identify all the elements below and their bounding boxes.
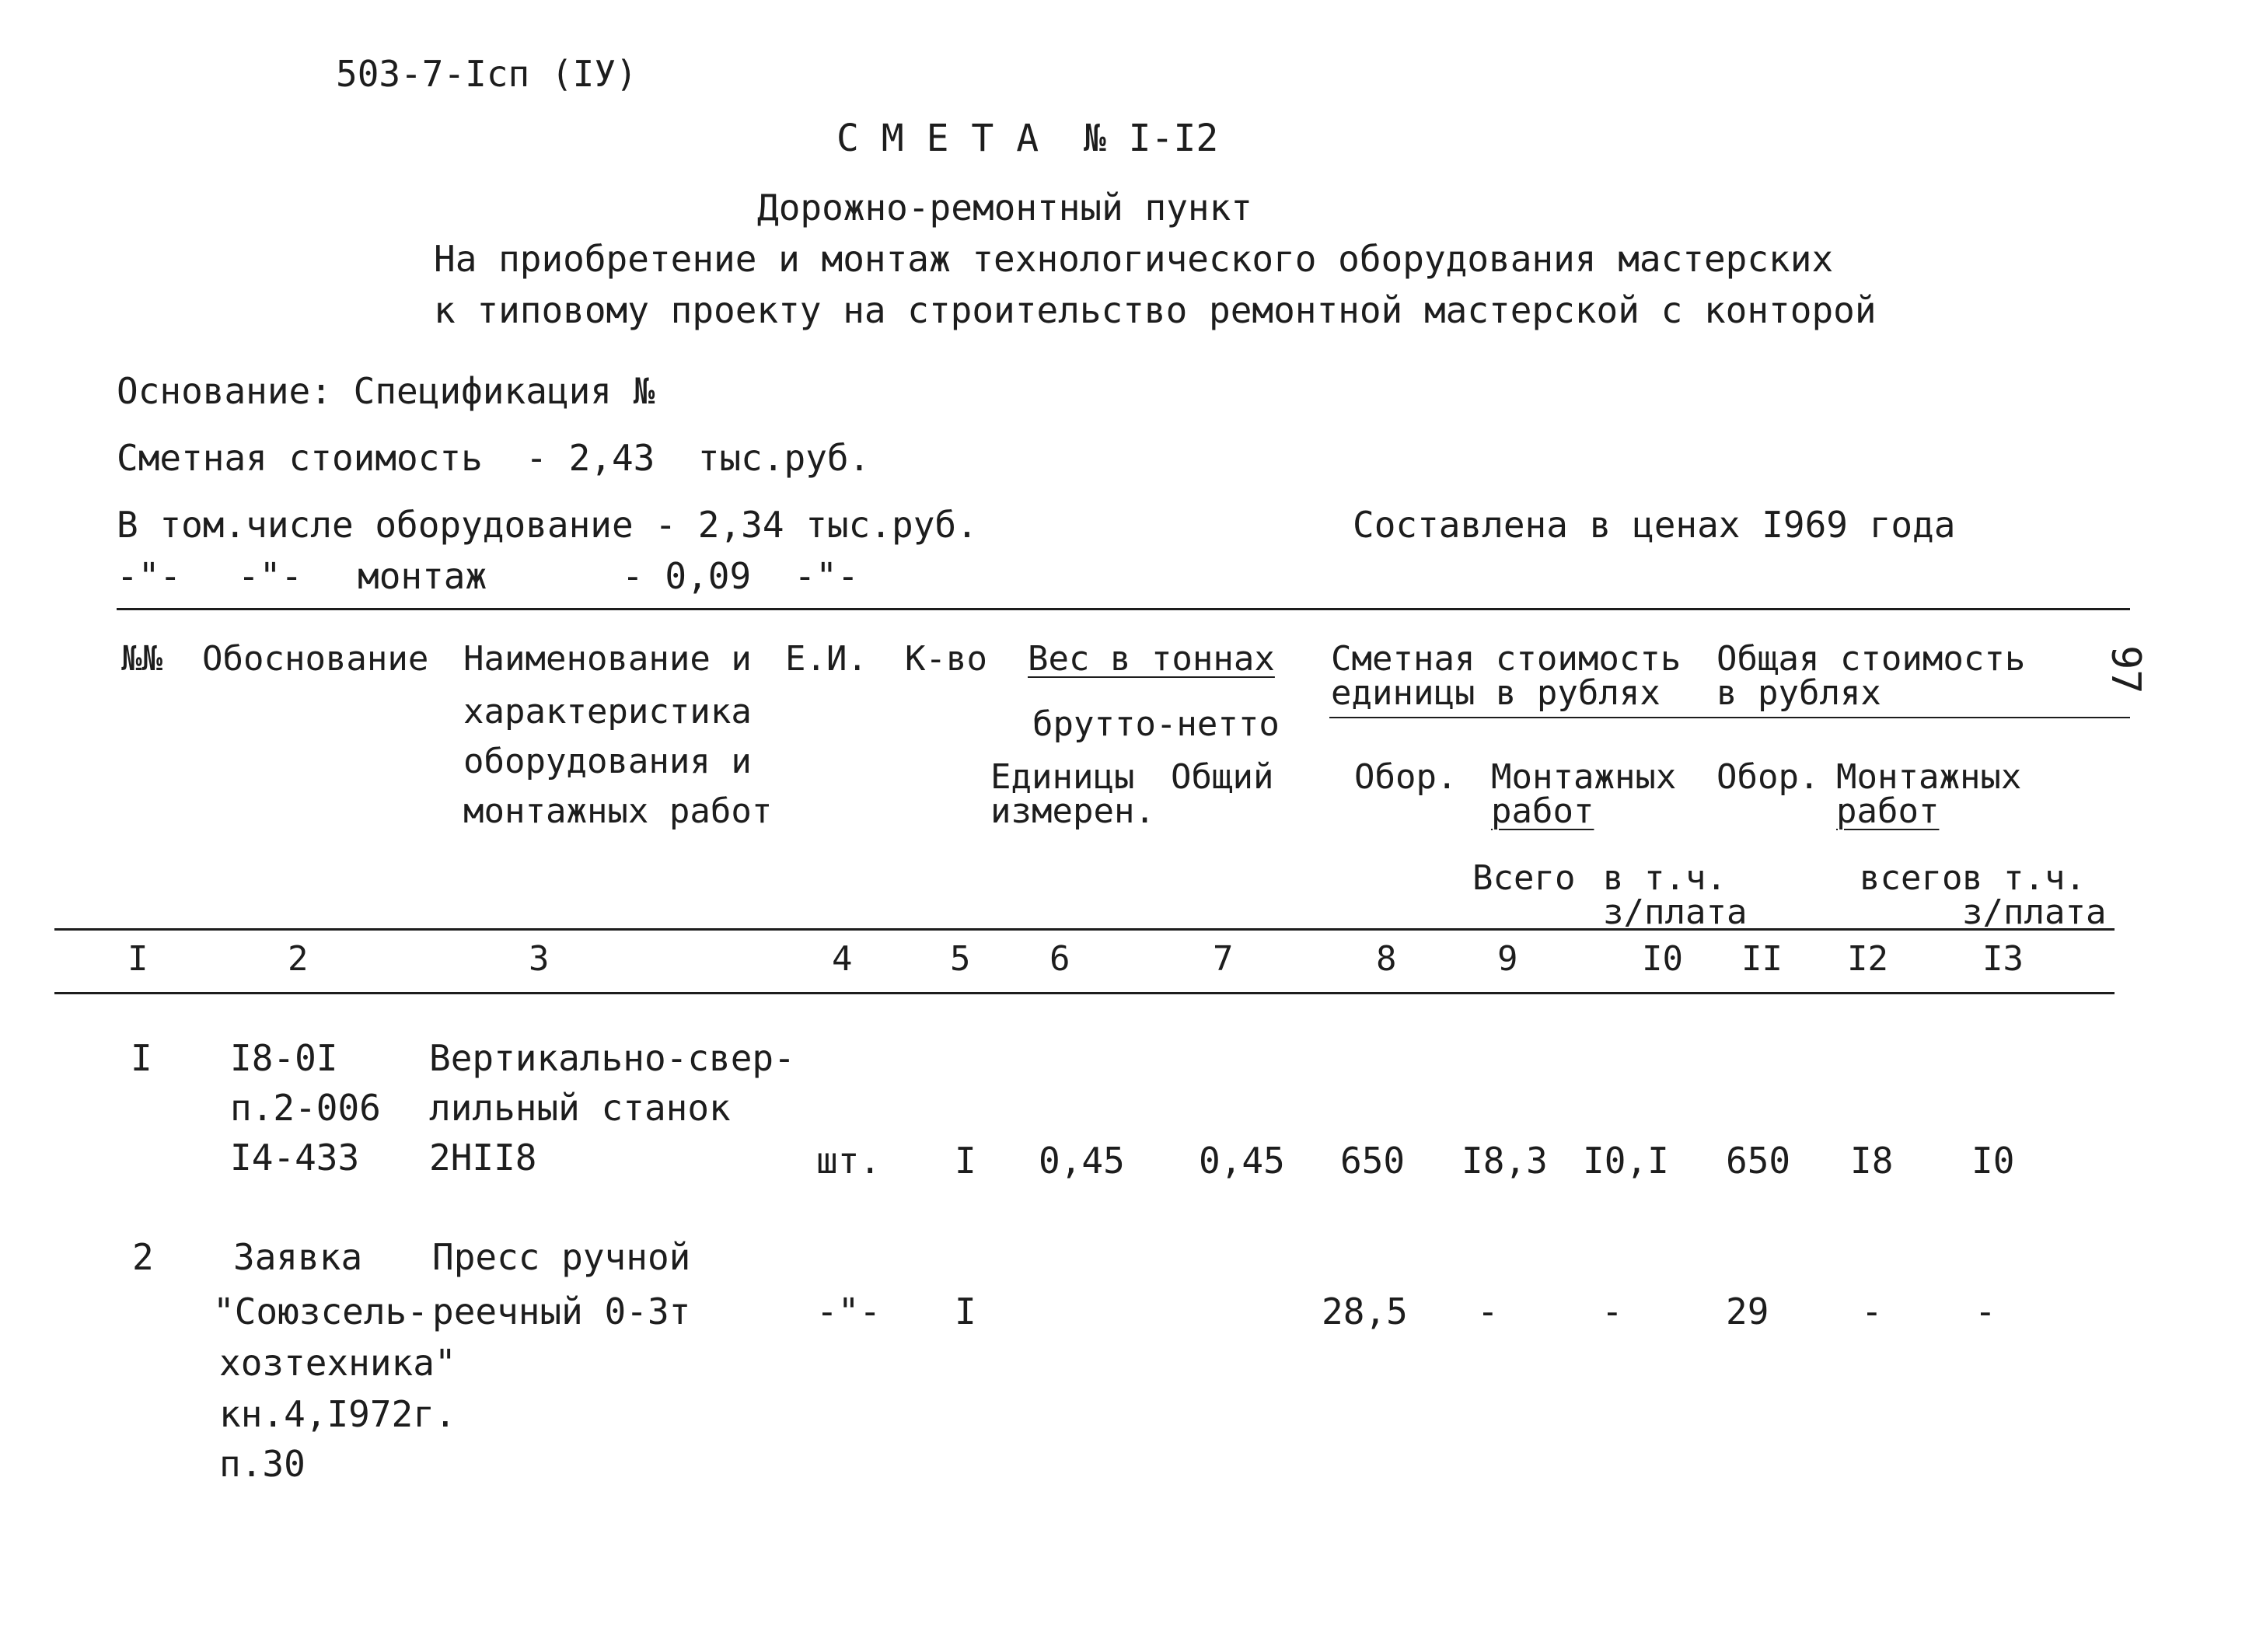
row-unit: -"-: [816, 1291, 882, 1332]
header-installation-wages: з/плата: [1962, 892, 2107, 932]
row-total-installation-cost: I8: [1850, 1140, 1894, 1182]
ditto-mark: -"-: [238, 555, 303, 597]
column-number: I0: [1642, 939, 1683, 979]
header-total-cost: Общая стоимость: [1716, 639, 2026, 679]
row-unit-equipment-cost: 650: [1340, 1140, 1406, 1182]
header-installation-wages: в т.ч.: [1603, 858, 1727, 898]
header-weight-per-unit: измерен.: [990, 791, 1155, 831]
row-basis: "Союзсель-: [213, 1291, 428, 1332]
header-total-cost: в рублях: [1716, 673, 1881, 713]
document-title: С М Е Т А № I-I2: [836, 117, 1219, 160]
row-total-installation-wages: -: [1975, 1291, 1996, 1332]
header-weight-per-unit: Единицы: [990, 757, 1135, 797]
row-basis: п.30: [219, 1443, 306, 1485]
table-header-rule: [54, 928, 2115, 931]
header-installation: работ: [1836, 791, 1940, 831]
header-unit-cost: Сметная стоимость: [1331, 639, 1682, 679]
row-unit-installation-wages: I0,I: [1583, 1140, 1669, 1182]
table-cost-rule: [1329, 717, 2130, 718]
column-number: 4: [832, 939, 853, 979]
table-column-number-rule: [54, 992, 2115, 994]
document-code: 503-7-Icп (IУ): [336, 53, 637, 95]
table-top-rule: [117, 608, 2130, 610]
row-unit-installation-cost: -: [1477, 1291, 1499, 1332]
row-unit-installation-cost: I8,3: [1462, 1140, 1548, 1182]
row-total-installation-wages: I0: [1971, 1140, 2015, 1182]
header-name: монтажных работ: [463, 791, 773, 831]
column-number: II: [1741, 939, 1783, 979]
column-number: I3: [1982, 939, 2024, 979]
row-basis: I8-0I: [230, 1037, 338, 1079]
header-gross-net: брутто-нетто: [1032, 704, 1280, 744]
header-installation-all: Всего: [1472, 858, 1576, 898]
header-name: оборудования и: [463, 742, 752, 781]
row-name: Вертикально-свер-: [429, 1037, 795, 1079]
row-quantity: I: [955, 1291, 976, 1332]
row-name: реечный 0-3т: [432, 1291, 691, 1332]
header-number: №№: [121, 639, 162, 679]
equipment-cost: В том.числе оборудование - 2,34 тыс.руб.: [117, 504, 978, 546]
installation-cost: - 0,09 -"-: [622, 555, 859, 597]
header-equipment: Обор.: [1354, 757, 1458, 797]
row-number: I: [131, 1037, 152, 1079]
row-total-equipment-cost: 650: [1726, 1140, 1791, 1182]
price-level: Составлена в ценах I969 года: [1353, 504, 1956, 546]
header-unit: Е.И.: [785, 639, 868, 679]
ditto-mark: -"-: [117, 555, 182, 597]
header-installation: работ: [1491, 791, 1594, 831]
column-number: I2: [1847, 939, 1888, 979]
column-number: 8: [1376, 939, 1397, 979]
page-number: 97: [2102, 645, 2149, 694]
row-weight-unit: 0,45: [1039, 1140, 1125, 1182]
row-unit: шт.: [816, 1140, 882, 1182]
header-name: характеристика: [463, 692, 752, 732]
header-quantity: К-во: [905, 639, 987, 679]
row-total-equipment-cost: 29: [1726, 1291, 1769, 1332]
row-unit-equipment-cost: 28,5: [1322, 1291, 1408, 1332]
header-name: Наименование и: [463, 639, 752, 679]
subtitle-project: к типовому проекту на строительство ремонтной мастерской с конторой: [434, 289, 1877, 331]
estimated-cost: Сметная стоимость - 2,43 тыс.руб.: [117, 437, 871, 479]
row-name: 2НII8: [429, 1137, 537, 1179]
row-basis: кн.4,I972г.: [219, 1393, 456, 1435]
header-equipment: Обор.: [1716, 757, 1820, 797]
row-basis: I4-433: [230, 1137, 360, 1179]
header-weight-total: Общий: [1171, 757, 1274, 797]
column-number: 3: [529, 939, 550, 979]
row-basis: п.2-006: [230, 1087, 381, 1129]
row-basis: Заявка: [233, 1236, 363, 1278]
header-installation: Монтажных: [1836, 757, 2022, 797]
installation-label: монтаж: [358, 555, 487, 597]
header-installation: Монтажных: [1491, 757, 1677, 797]
header-installation-wages: в т.ч.: [1962, 858, 2086, 898]
header-weight: Вес в тоннах: [1028, 639, 1275, 679]
header-basis: Обоснование: [202, 639, 429, 679]
row-unit-installation-wages: -: [1601, 1291, 1623, 1332]
column-number: 6: [1049, 939, 1070, 979]
column-number: 7: [1213, 939, 1234, 979]
column-number: 2: [288, 939, 309, 979]
row-quantity: I: [955, 1140, 976, 1182]
subtitle-object: Дорожно-ремонтный пункт: [757, 187, 1252, 229]
header-unit-cost: единицы в рублях: [1331, 673, 1661, 713]
row-weight-total: 0,45: [1199, 1140, 1285, 1182]
row-total-installation-cost: -: [1861, 1291, 1883, 1332]
basis-line: Основание: Спецификация №: [117, 370, 655, 412]
row-name: Пресс ручной: [432, 1236, 691, 1278]
row-number: 2: [132, 1236, 154, 1278]
column-number: 5: [950, 939, 971, 979]
header-installation-wages: з/плата: [1603, 892, 1748, 932]
column-number: 9: [1497, 939, 1518, 979]
row-basis: хозтехника": [219, 1342, 456, 1384]
header-installation-all: всего: [1860, 858, 1963, 898]
row-name: лильный станок: [429, 1087, 731, 1129]
column-number: I: [127, 939, 148, 979]
subtitle-purpose: На приобретение и монтаж технологического оборудования мастерских: [434, 238, 1834, 280]
